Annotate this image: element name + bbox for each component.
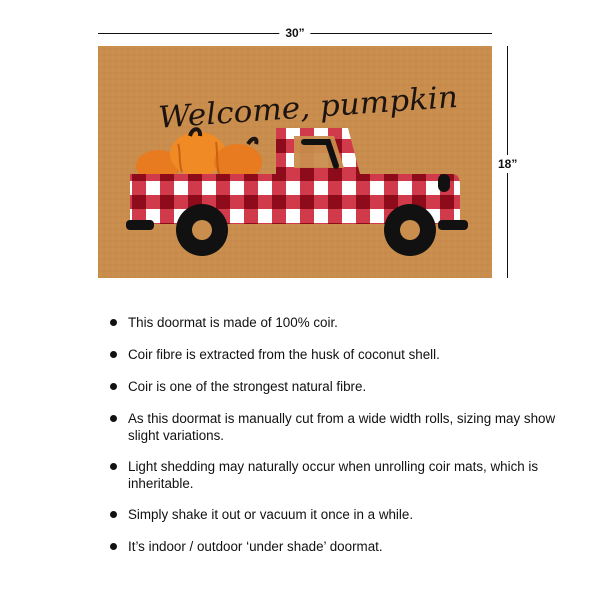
width-label: 30” — [279, 26, 310, 40]
feature-item — [110, 458, 570, 492]
feature-list — [110, 314, 570, 555]
width-dimension — [98, 26, 492, 40]
feature-text: Coir fibre is extracted from the husk of coconut shell. — [128, 347, 440, 362]
feature-item — [110, 538, 570, 555]
feature-item — [110, 346, 570, 363]
doormat-image — [98, 46, 492, 278]
feature-item — [110, 506, 570, 523]
mat-lettering: Welcome, pumpkin — [157, 80, 449, 136]
feature-text: As this doormat is manually cut from a wide width rolls, sizing may show slight variations. — [128, 411, 556, 443]
feature-text: This doormat is made of 100% coir. — [128, 315, 338, 330]
height-dimension — [500, 46, 520, 278]
feature-item — [110, 410, 570, 444]
feature-text: Light shedding may naturally occur when unrolling coir mats, which is inheritable. — [128, 459, 539, 491]
height-label: 18” — [498, 157, 518, 171]
feature-text: Simply shake it out or vacuum it once in a while. — [128, 507, 414, 522]
feature-item — [110, 378, 570, 395]
doormat-illustration — [98, 46, 492, 278]
feature-text: It’s indoor / outdoor ‘under shade’ doormat. — [128, 539, 383, 554]
feature-text: Coir is one of the strongest natural fibre. — [128, 379, 367, 394]
feature-item — [110, 314, 570, 331]
